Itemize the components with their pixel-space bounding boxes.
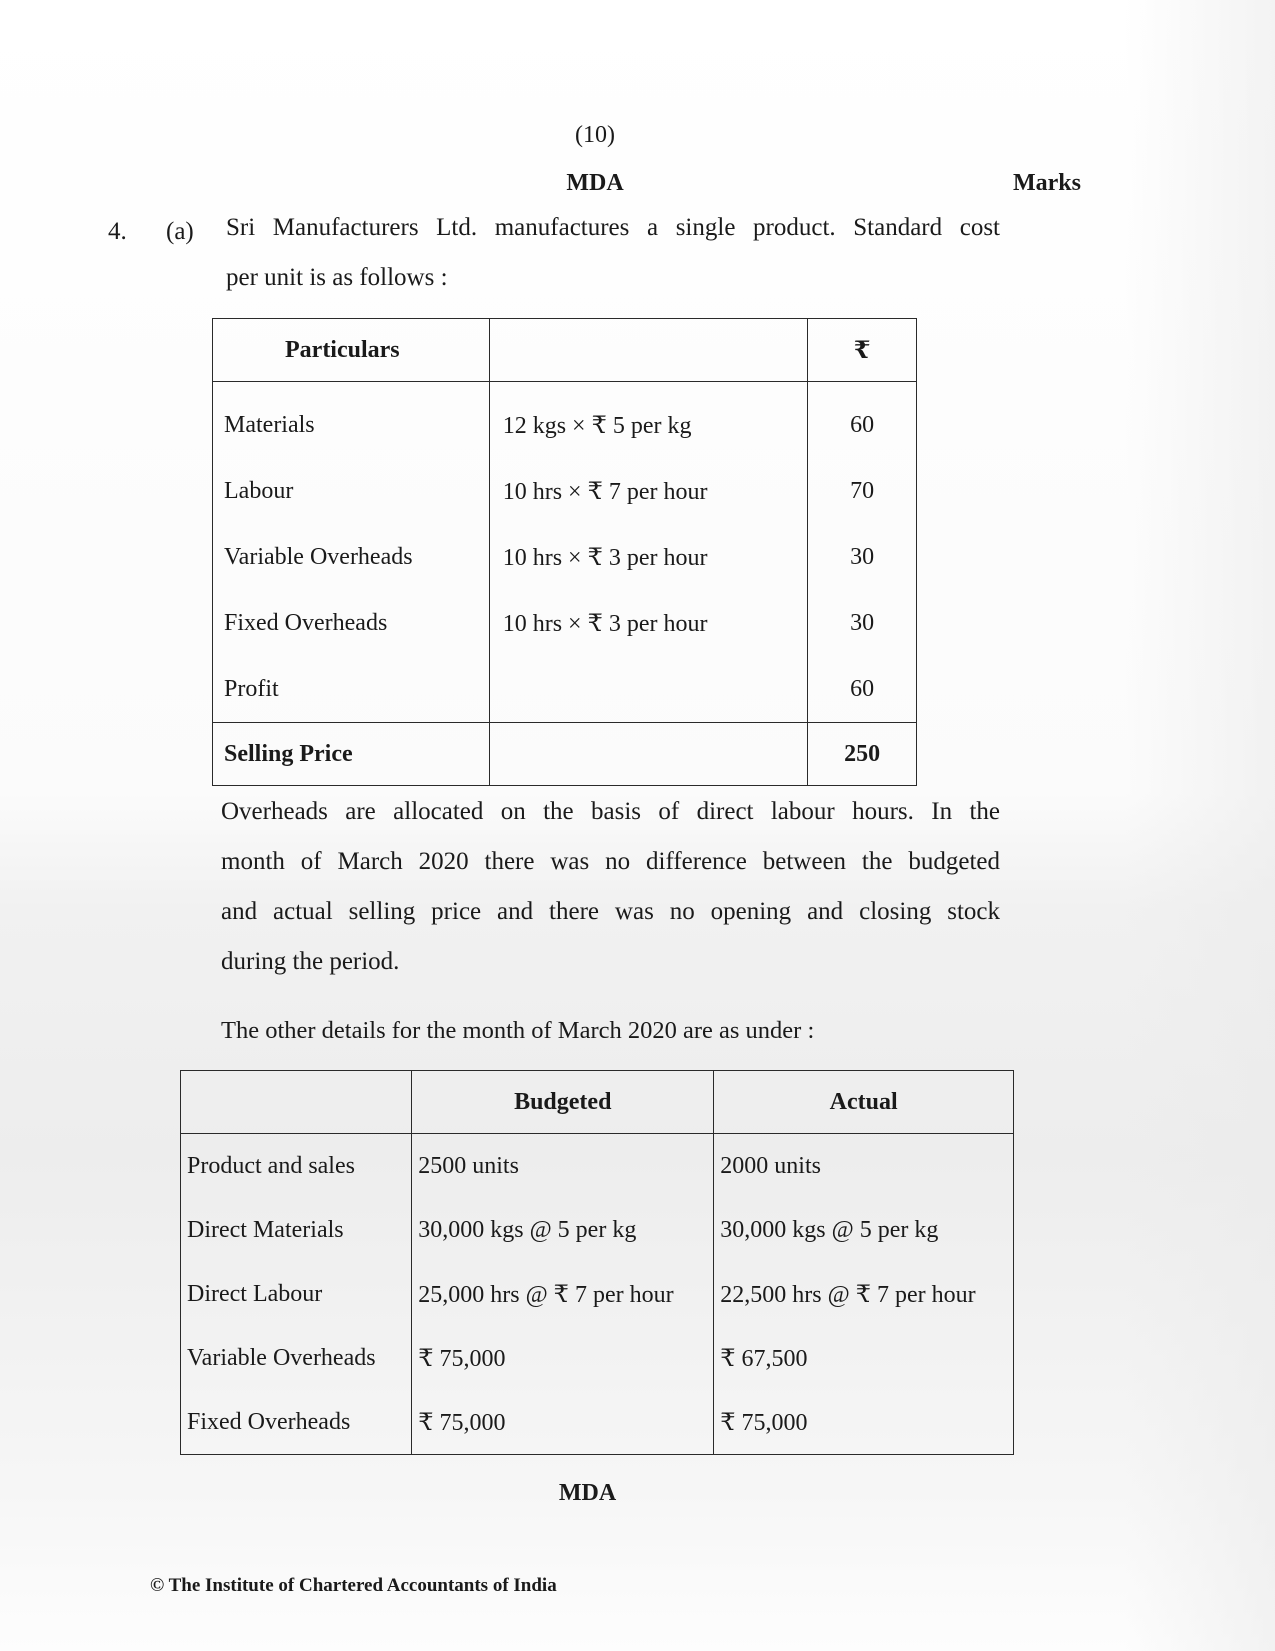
table-row [213, 656, 917, 723]
cell-budgeted: 25,000 hrs @ ₹ 7 per hour [412, 1262, 714, 1326]
cell-basis: 12 kgs × ₹ 5 per kg [489, 382, 808, 459]
other-details-intro: The other details for the month of March 2020 are as under : [221, 1017, 815, 1044]
table-row [213, 590, 917, 656]
header-actual: Actual [714, 1071, 1014, 1134]
cell-basis [489, 656, 808, 723]
cell-item: Product and sales [181, 1134, 412, 1199]
cell-amount: 60 [808, 382, 917, 459]
cell-actual: 2000 units [714, 1134, 1014, 1199]
cell-actual: ₹ 75,000 [714, 1390, 1014, 1455]
scan-shadow [1125, 0, 1275, 1651]
cell-budgeted: 2500 units [412, 1134, 714, 1199]
paragraph-line-3: and actual selling price and there was no opening and closing stock [221, 898, 1000, 925]
cell-actual: 22,500 hrs @ ₹ 7 per hour [714, 1262, 1014, 1326]
paragraph-line-4: during the period. [221, 948, 400, 975]
cell-amount: 30 [808, 590, 917, 656]
total-amount: 250 [808, 723, 917, 786]
page-number: (10) [575, 122, 615, 148]
table-row [213, 382, 917, 459]
intro-line-2: per unit is as follows : [226, 264, 448, 291]
cell-actual: 30,000 kgs @ 5 per kg [714, 1198, 1014, 1262]
cell-budgeted: ₹ 75,000 [412, 1326, 714, 1390]
table-row [213, 524, 917, 590]
total-basis [489, 723, 808, 786]
cell-item: Direct Labour [181, 1262, 412, 1326]
paragraph-line-2: month of March 2020 there was no difference between the budgeted [221, 848, 1000, 875]
cell-item: Materials [213, 382, 490, 459]
cell-item: Fixed Overheads [213, 590, 490, 656]
header-subject: MDA [566, 170, 624, 196]
marks-label: Marks [1013, 170, 1081, 196]
table-header-row [213, 319, 917, 382]
cell-budgeted: 30,000 kgs @ 5 per kg [412, 1198, 714, 1262]
table-row [213, 458, 917, 524]
cell-item: Variable Overheads [181, 1326, 412, 1390]
header-rupee: ₹ [808, 319, 917, 382]
cell-item: Direct Materials [181, 1198, 412, 1262]
cell-amount: 60 [808, 656, 917, 723]
header-blank [181, 1071, 412, 1134]
total-label: Selling Price [213, 723, 490, 786]
table-row [181, 1262, 1014, 1326]
standard-cost-table [212, 318, 917, 786]
cell-item: Variable Overheads [213, 524, 490, 590]
table-row [181, 1390, 1014, 1455]
table-header-row [181, 1071, 1014, 1134]
details-table [180, 1070, 1014, 1455]
cell-amount: 30 [808, 524, 917, 590]
cell-item: Fixed Overheads [181, 1390, 412, 1455]
header-particulars: Particulars [213, 319, 490, 382]
table-total-row [213, 723, 917, 786]
table-row [181, 1134, 1014, 1199]
footer-subject: MDA [558, 1480, 617, 1506]
overheads-paragraph [221, 787, 1000, 987]
cell-basis: 10 hrs × ₹ 7 per hour [489, 458, 808, 524]
question-intro [226, 203, 1000, 303]
table-row [181, 1326, 1014, 1390]
cell-item: Profit [213, 656, 490, 723]
cell-item: Labour [213, 458, 490, 524]
cell-basis: 10 hrs × ₹ 3 per hour [489, 590, 808, 656]
header-budgeted: Budgeted [412, 1071, 714, 1134]
table-row [181, 1198, 1014, 1262]
question-number: 4. [108, 218, 127, 245]
cell-amount: 70 [808, 458, 917, 524]
question-part: (a) [166, 218, 194, 245]
header-basis [489, 319, 808, 382]
cell-actual: ₹ 67,500 [714, 1326, 1014, 1390]
cell-budgeted: ₹ 75,000 [412, 1390, 714, 1455]
copyright-notice: © The Institute of Chartered Accountants of India [150, 1575, 557, 1596]
intro-line-1: Sri Manufacturers Ltd. manufactures a single product. Standard cost [226, 214, 1000, 241]
paragraph-line-1: Overheads are allocated on the basis of direct labour hours. In the [221, 798, 1000, 825]
cell-basis: 10 hrs × ₹ 3 per hour [489, 524, 808, 590]
